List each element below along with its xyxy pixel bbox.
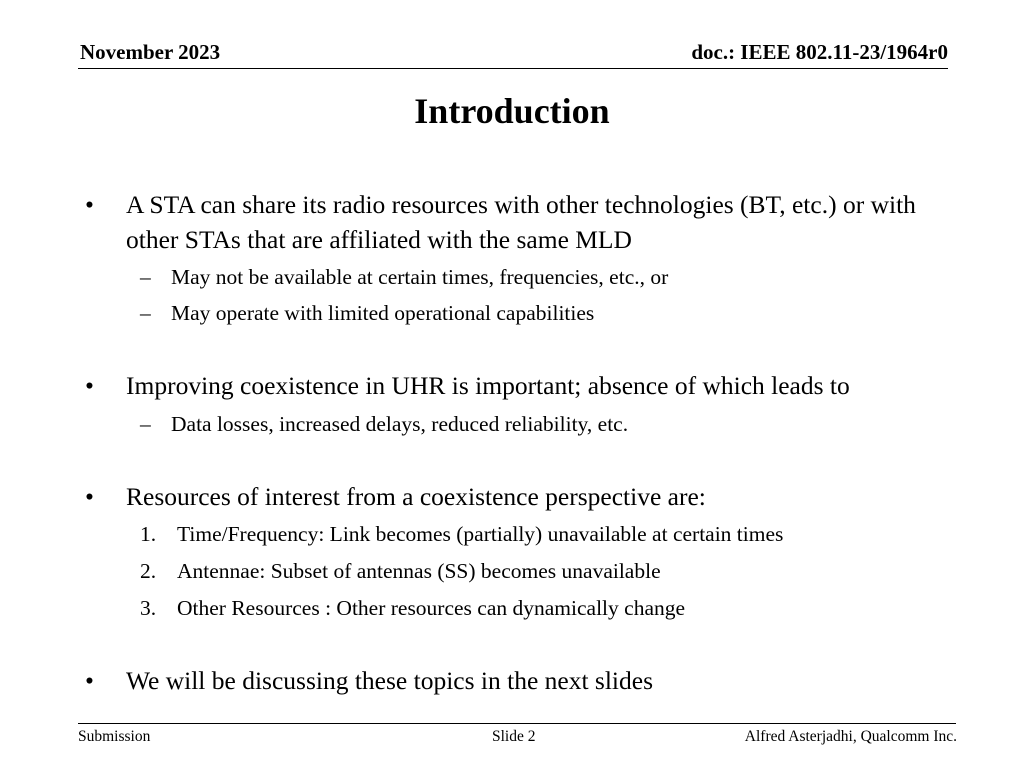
footer-divider	[78, 723, 956, 724]
bullet-symbol: •	[85, 482, 94, 511]
header-doc-id: doc.: IEEE 802.11-23/1964r0	[691, 40, 948, 64]
bullet-1-sub-2-text: May operate with limited operational capabilities	[171, 301, 595, 325]
bullet-4-text: We will be discussing these topics in the next slides	[126, 666, 653, 695]
footer-slide-number: Slide 2	[492, 728, 536, 745]
dash-symbol: –	[140, 265, 151, 289]
bullet-1-sub-1-text: May not be available at certain times, frequencies, etc., or	[171, 265, 669, 289]
numbered-item-1-number: 1.	[140, 522, 157, 546]
dash-symbol: –	[140, 412, 151, 436]
numbered-item-2-text: Antennae: Subset of antennas (SS) becomes unavailable	[177, 559, 661, 583]
bullet-symbol: •	[85, 190, 94, 219]
bullet-symbol: •	[85, 666, 94, 695]
dash-symbol: –	[140, 301, 151, 325]
bullet-3-text: Resources of interest from a coexistence perspective are:	[126, 482, 706, 511]
bullet-symbol: •	[85, 371, 94, 400]
slide-title: Introduction	[414, 91, 610, 131]
footer-submission: Submission	[78, 728, 151, 745]
numbered-item-3-text: Other Resources : Other resources can dynamically change	[177, 596, 686, 620]
footer-author: Alfred Asterjadhi, Qualcomm Inc.	[744, 728, 957, 745]
bullet-2-sub-1-text: Data losses, increased delays, reduced reliability, etc.	[171, 412, 629, 436]
bullet-1-text: A STA can share its radio resources with other technologies (BT, etc.) or with other STAs that are affiliated with the same MLD	[126, 190, 916, 254]
numbered-item-3-number: 3.	[140, 596, 157, 620]
header-divider	[78, 68, 948, 69]
bullet-2-text: Improving coexistence in UHR is important; absence of which leads to	[126, 371, 850, 400]
header-date: November 2023	[80, 40, 221, 64]
numbered-item-2-number: 2.	[140, 559, 157, 583]
numbered-item-1-text: Time/Frequency: Link becomes (partially) unavailable at certain times	[177, 522, 784, 546]
